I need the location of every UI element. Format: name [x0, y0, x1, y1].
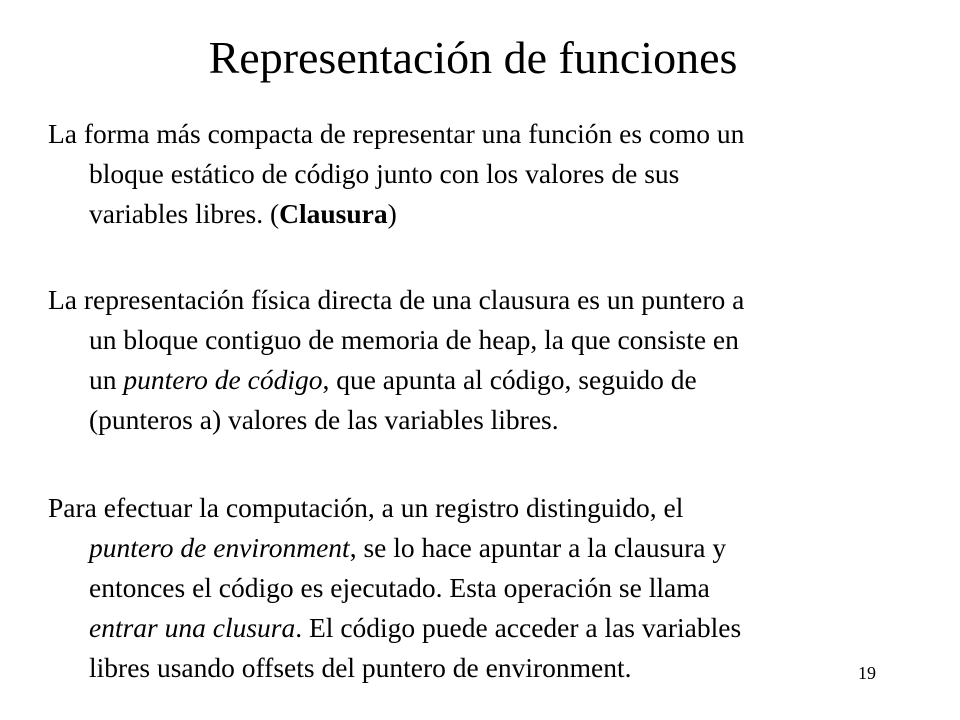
italic-term: puntero de environment: [89, 532, 350, 563]
text-run: La forma más compacta de representar una función es como un: [48, 118, 745, 149]
paragraph-physical-representation: [48, 280, 898, 440]
text-run: un bloque contiguo de memoria de heap, la que consiste en: [89, 324, 739, 355]
paragraph-line: [48, 528, 898, 568]
paragraph-line: [48, 154, 898, 194]
paragraph-line: [48, 194, 898, 234]
bold-term: Clausura: [279, 198, 388, 229]
text-run: La representación física directa de una clausura es un puntero a: [48, 284, 745, 315]
paragraph-line: [48, 488, 898, 528]
italic-term: puntero de código: [123, 364, 323, 395]
italic-term: entrar una clusura: [89, 612, 296, 643]
text-run: libres usando offsets del puntero de environment.: [89, 652, 632, 683]
paragraph-line: [48, 360, 898, 400]
text-run: un: [89, 364, 124, 395]
text-run: bloque estático de código junto con los valores de sus: [89, 158, 680, 189]
text-run: variables libres. (: [89, 198, 280, 229]
text-run: , que apunta al código, seguido de: [322, 364, 697, 395]
text-run: ): [387, 198, 397, 229]
paragraph-line: [48, 400, 898, 440]
paragraph-line: [48, 568, 898, 608]
paragraph-line: [48, 114, 898, 154]
text-run: , se lo hace apuntar a la clausura y: [349, 532, 727, 563]
text-run: (punteros a) valores de las variables libres.: [89, 404, 559, 435]
paragraph-line: [48, 608, 898, 648]
text-run: entonces el código es ejecutado. Esta operación se llama: [89, 572, 710, 603]
paragraph-closure-definition: [48, 114, 898, 234]
text-run: . El código puede acceder a las variables: [295, 612, 742, 643]
text-run: Para efectuar la computación, a un registro distinguido, el: [48, 492, 684, 523]
slide-title: Representación de funciones: [208, 32, 738, 83]
paragraph-line: [48, 648, 898, 688]
paragraph-line: [48, 280, 898, 320]
paragraph-entering-closure: [48, 488, 898, 688]
page-number: 19: [858, 663, 876, 683]
paragraph-line: [48, 320, 898, 360]
